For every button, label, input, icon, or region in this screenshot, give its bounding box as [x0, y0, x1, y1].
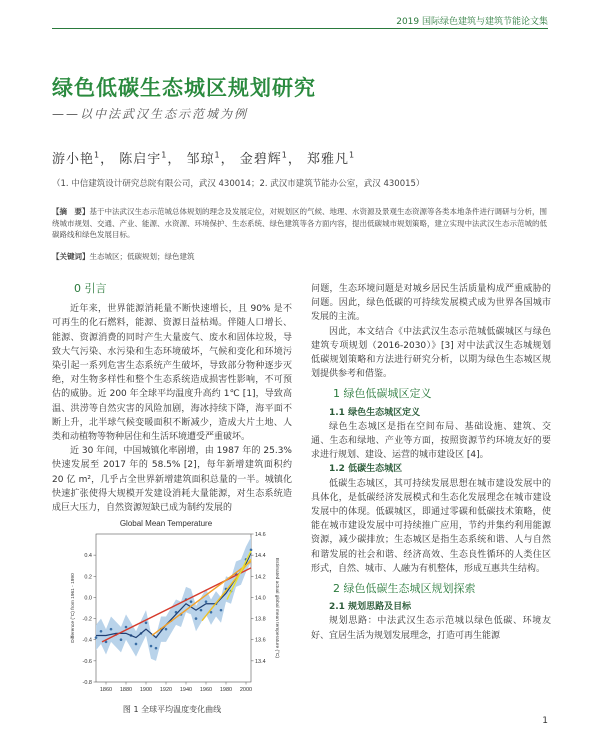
subsection-heading-2-1: 2.1 规划思路及目标: [329, 602, 412, 613]
author-affil-mark: 1: [349, 150, 356, 160]
data-point: [150, 645, 153, 648]
y-tick-label-right: 13.8: [255, 616, 266, 623]
y-tick-label-right: 14.4: [255, 553, 266, 560]
y-tick-label: -0.4: [82, 637, 92, 644]
y-tick-label-right: 14.2: [255, 574, 266, 581]
data-point: [190, 600, 193, 603]
abstract-text: 基于中法武汉生态示范城总体规划的理念及发展定位，对规划区的气候、地理、水资源及景观生态资源等各类本地条件进行调研与分析，围绕城市规划、交通、产业、能源、水资源、环境保护、生态系统、绿色建筑等各方面内容，提出低碳城市规划策略，建立实现中法武汉生态示范城的低碳路线和绿色发展目标。: [52, 207, 547, 239]
data-point: [110, 628, 113, 631]
subsection-heading-1-1: 1.1 绿色生态城区定义: [329, 407, 421, 418]
body-paragraph: 问题，生态环境问题是对城乡居民生活质量构成严重威胁的问题。因此，绿色低碳的可持续发展模式成为世界各国城市发展的主流。: [311, 284, 551, 323]
running-header-text: 2019 国际绿色建筑与建筑节能论文集: [396, 17, 548, 27]
x-tick-label: 1980: [219, 687, 233, 693]
right-column: [311, 282, 551, 643]
body-paragraph: 规划思路：中法武汉生态示范城以绿色低碳、环境友好、宜居生活为规划发展理念，打造可再生能源: [311, 616, 551, 641]
paper-title: 绿色低碳生态城区规划研究: [52, 76, 316, 100]
author-name: 金碧辉: [239, 152, 282, 167]
abstract-label: 【摘 要】: [52, 207, 90, 216]
affiliation: （1. 中信建筑设计研究总院有限公司，武汉 430014；2. 武汉市建筑节能办公室，武汉 430015）: [52, 179, 425, 189]
y-tick-label: -0.6: [82, 658, 92, 665]
x-tick-label: 1860: [99, 687, 113, 693]
author-name: 郑雅凡: [307, 152, 350, 167]
author-name: 邹琼: [186, 152, 215, 167]
body-paragraph: 近年来，世界能源消耗量不断快速增长，且 90% 是不可再生的化石燃料，能源、资源日益枯竭。伴随人口增长、能源、资源消费的同时产生大量废气、废水和固体垃圾，导致大气污染、水污染和生态环境破坏，气候和变化和环境污染引起一系列危害生态系统产生破坏，导致部分物种逐步灭绝，对生物多样性和整个生态系统造成损害性影响，不可预估的威胁。近 200 年全球平均温度升高约 1℃ [1]，导致高温、洪涝等自然灾害的风险加剧，海冰持续下降，海平面不断上升，北半球气候变暖面积不断减少，造成大片土地、人类和动植物等物种居住和生活环境遭受严重破坏。: [52, 304, 292, 443]
keywords-text: 生态城区；低碳规划；绿色建筑: [89, 252, 195, 261]
y-tick-label-right: 13.6: [255, 637, 266, 644]
data-point: [155, 647, 158, 650]
page-number: 1: [542, 716, 548, 726]
data-point: [125, 626, 128, 629]
data-point: [250, 549, 253, 552]
x-tick-label: 1960: [199, 687, 213, 693]
author-affil-mark: 1: [161, 150, 168, 160]
section-heading-2: 2 绿色低碳生态城区规划探索: [333, 582, 476, 596]
x-tick-label: 1940: [179, 687, 193, 693]
y-tick-label: -0.8: [82, 680, 92, 686]
y-tick-label: 0.0: [84, 595, 92, 602]
data-point: [195, 617, 198, 620]
x-tick-label: 1920: [159, 687, 173, 693]
body-paragraph: 低碳生态城区，其可持续发展思想在城市建设发展中的具体化，是低碳经济发展模式和生态化发展理念在城市建设发展中的体现。低碳城区，即通过零碳和低碳技术策略，使能在城市建设发展中可持续推广应用，节约并集约利用能源资源，减少碳排放；生态城区是指生态系统和谐、人与自然和谐发展的社会和谐、经济高效、生态良性循环的人类住区形式，自然、城市、人融为有机整体，形成互惠共生结构。: [311, 478, 551, 574]
author-affil-mark: 1: [94, 150, 101, 160]
body-paragraph: 绿色生态城区是指在空间布局、基础设施、建筑、交通、生态和绿地、产业等方面，按照资源节约环境友好的要求进行规划、建设、运营的城市建设区 [4]。: [311, 421, 551, 461]
author-name: 陈启宇: [119, 152, 162, 167]
chart-title: Global Mean Temperature: [119, 519, 213, 528]
y-tick-label: 0.2: [84, 574, 92, 581]
y-tick-label-right: 14.0: [255, 595, 266, 602]
data-point: [120, 638, 123, 641]
data-point: [95, 636, 98, 639]
author-name: 游小艳: [52, 152, 95, 167]
author-list: 游小艳$^1$， 陈启宇$^1$， 邹琼$^1$， 金碧辉$^1$， 郑雅凡$^1$: [52, 150, 356, 167]
global-temperature-chart: [66, 514, 281, 714]
author-affil-mark: 1: [281, 150, 288, 160]
x-tick-label: 2000: [239, 687, 253, 693]
keywords-label: 【关键词】: [52, 252, 90, 261]
author-affil-mark: 1: [214, 150, 221, 160]
data-point: [145, 622, 148, 625]
data-point: [220, 609, 223, 612]
body-paragraph: 因此，本文结合《中法武汉生态示范城低碳城区与绿色建筑专项规划（2016-2030）》[3] 对中法武汉生态城规划低碳规划策略和方法进行研究分析，以期为绿色生态城区规划提供参考和借鉴。: [311, 326, 551, 380]
subsection-heading-1-2: 1.2 低碳生态城区: [329, 464, 403, 475]
y-axis-label-right: Estimated actual global mean temperature (°C): [274, 557, 279, 659]
data-point: [100, 630, 103, 633]
section-heading-intro: 0 引言: [74, 282, 107, 295]
x-tick-label: 1880: [119, 687, 133, 693]
y-tick-label-right: 13.4: [255, 658, 266, 665]
figure-caption: 图 1 全球平均温度变化曲线: [122, 705, 222, 714]
section-heading-1: 1 绿色低碳城区定义: [333, 387, 432, 401]
paper-subtitle: ——以中法武汉生态示范城为例: [52, 107, 249, 121]
y-tick-label: 0.4: [84, 553, 92, 560]
data-point: [165, 628, 168, 631]
keywords: [52, 251, 195, 262]
header-rule: [52, 28, 548, 29]
y-axis-label: Difference (°C) from 1961 - 1990: [71, 573, 76, 643]
body-paragraph: 近 30 年间，中国城镇化率剧增，由 1987 年的 25.3% 快速发展至 2017 年的 58.5% [2]，每年新增建筑面积约 20 亿 m²，几乎占全世界新增建筑面积总量的一半。城镇化快速扩张使得大规模开发建设消耗大量能源，对生态系统造成巨大压力，自然资源短缺已成为制约发展的: [52, 446, 292, 514]
data-point: [200, 609, 203, 612]
abstract: [52, 206, 548, 241]
left-column: [52, 282, 292, 515]
x-tick-label: 1900: [139, 687, 153, 693]
y-tick-label-right: 14.6: [255, 532, 266, 538]
data-point: [135, 643, 138, 646]
running-header: [0, 12, 600, 32]
data-point: [205, 600, 208, 603]
y-tick-label: -0.2: [82, 616, 92, 623]
